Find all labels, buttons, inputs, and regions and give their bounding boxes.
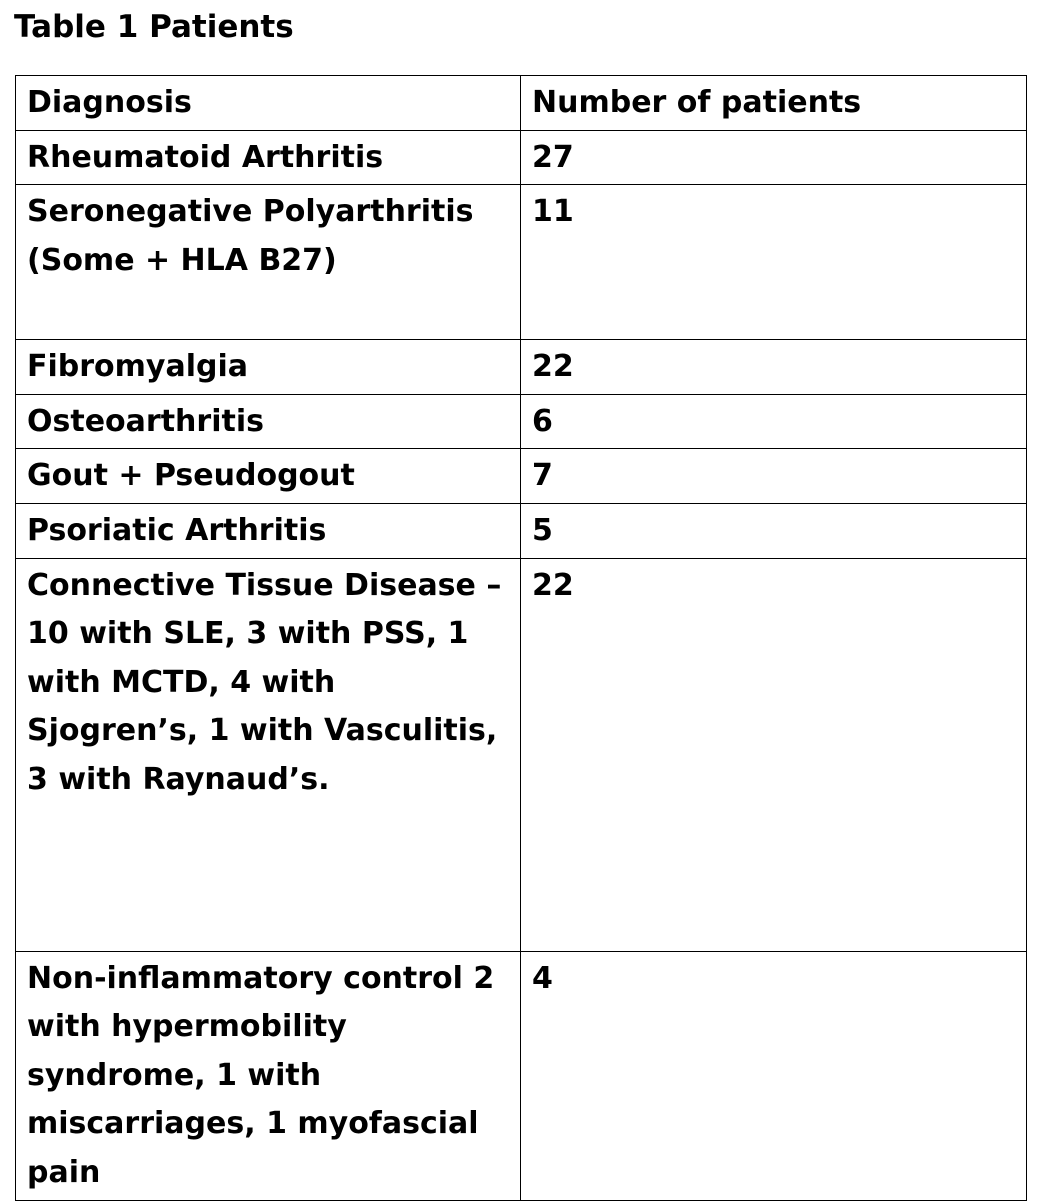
patient-count-cell: 22 [521,340,1027,395]
diagnosis-cell: Rheumatoid Arthritis [16,130,521,185]
patient-count-cell: 6 [521,394,1027,449]
patient-count-cell: 11 [521,185,1027,340]
table-row [16,130,1027,185]
diagnosis-cell: Psoriatic Arthritis [16,503,521,558]
diagnosis-cell: Fibromyalgia [16,340,521,395]
table-header-row [16,76,1027,131]
patient-count-cell: 5 [521,503,1027,558]
table-row [16,340,1027,395]
patient-count-cell: 7 [521,449,1027,504]
patient-count-cell: 22 [521,558,1027,951]
patient-count-cell: 27 [521,130,1027,185]
header-diagnosis: Diagnosis [16,76,521,131]
table-title: Table 1 Patients [14,9,294,45]
table-row [16,185,1027,340]
diagnosis-cell: Connective Tissue Disease – 10 with SLE, 3 with PSS, 1 with MCTD, 4 with Sjogren’s, 1 with Vasculitis, 3 with Raynaud’s. [16,558,521,951]
table-row [16,394,1027,449]
diagnosis-cell: Non-inflammatory control 2 with hypermobility syndrome, 1 with miscarriages, 1 myofascial pain [16,951,521,1200]
diagnosis-cell: Osteoarthritis [16,394,521,449]
table-row [16,503,1027,558]
diagnosis-cell: Gout + Pseudogout [16,449,521,504]
table-row [16,558,1027,951]
table-row [16,449,1027,504]
table-row [16,951,1027,1200]
patient-count-cell: 4 [521,951,1027,1200]
diagnosis-cell: Seronegative Polyarthritis (Some + HLA B27) [16,185,521,340]
header-number-of-patients: Number of patients [521,76,1027,131]
patients-table [15,75,1027,1201]
